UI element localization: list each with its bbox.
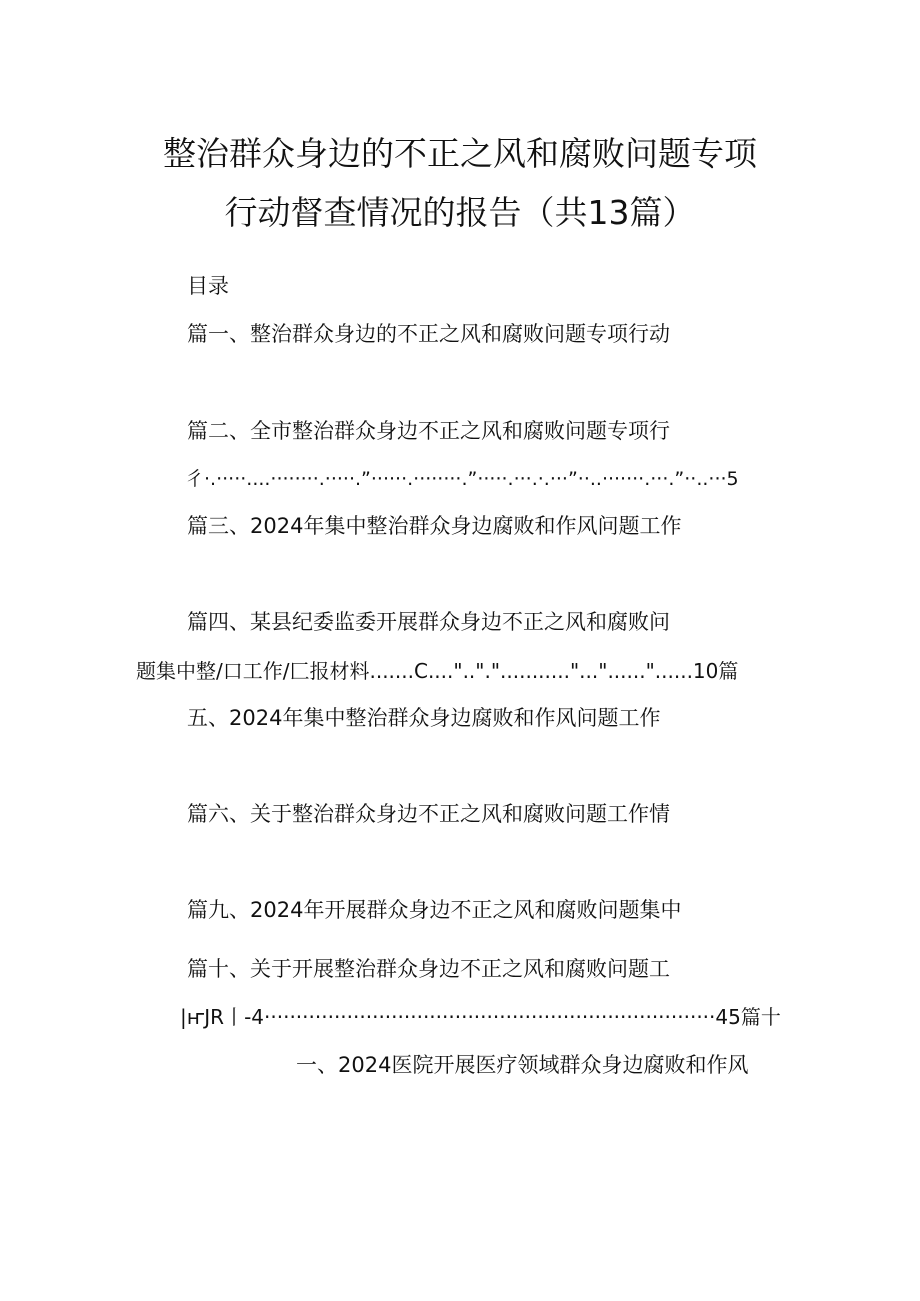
toc-entry-11: 一、2024医院开展医疗领域群众身边腐败和作风 [296,1053,749,1077]
toc-heading: 目录 [187,274,229,298]
toc-entry-2-dot-leader: 彳·.·····....········.·····.”······.········.”·····.···.·.···”··..·······.···.”··..···5 [185,468,739,490]
toc-entry-4: 篇四、某县纪委监委开展群众身边不正之风和腐败问 [187,610,670,634]
toc-entry-10-dot-leader: |ҥJR丨-4·······································································45篇十 [180,1005,781,1029]
toc-entry-10: 篇十、关于开展整治群众身边不正之风和腐败问题工 [187,957,670,981]
toc-entry-2: 篇二、全市整治群众身边不正之风和腐败问题专项行 [187,419,670,443]
document-title-line-2: 行动督查情况的报告（共13篇） [224,193,696,232]
toc-entry-6: 篇六、关于整治群众身边不正之风和腐败问题工作情 [187,802,670,826]
toc-entry-1: 篇一、整治群众身边的不正之风和腐败问题专项行动 [187,322,670,346]
toc-entry-3: 篇三、2024年集中整治群众身边腐败和作风问题工作 [187,514,682,538]
toc-entry-4-continuation: 题集中整/口工作/匚报材料.......C....".."."..........."..."......"......10篇 [136,659,739,683]
toc-entry-9: 篇九、2024年开展群众身边不正之风和腐败问题集中 [187,898,682,922]
document-title-line-1: 整治群众身边的不正之风和腐败问题专项 [163,134,757,173]
toc-entry-5: 五、2024年集中整治群众身边腐败和作风问题工作 [187,706,661,730]
